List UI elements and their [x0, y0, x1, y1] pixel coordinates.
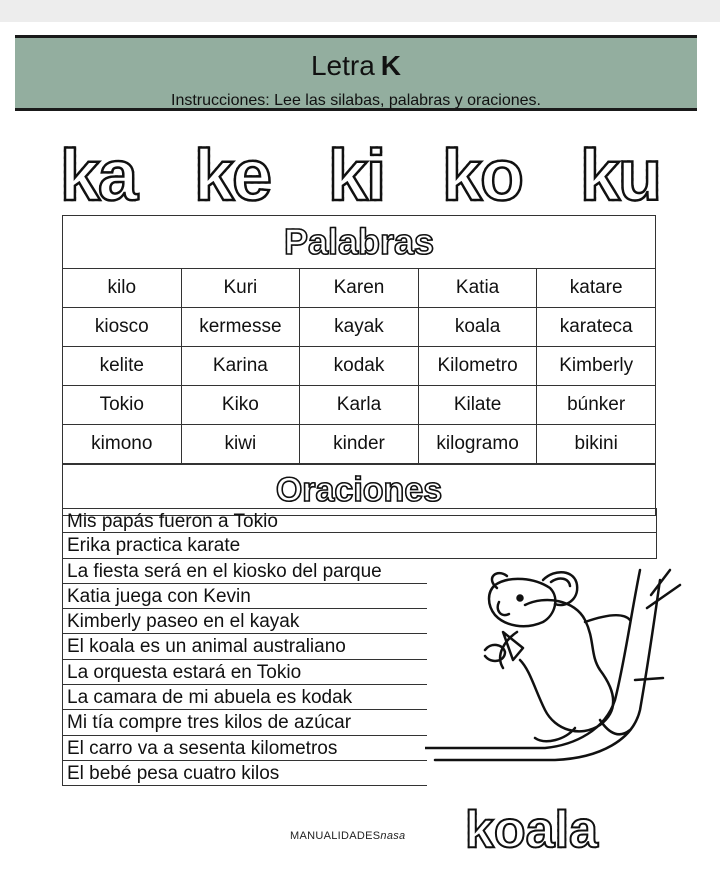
table-row [63, 386, 655, 425]
sentence-line: Mi tía compre tres kilos de azúcar [62, 710, 427, 735]
word-cell: kinder [300, 425, 419, 463]
syllable-row [60, 138, 660, 214]
word-cell: Kilate [419, 386, 538, 424]
word-cell: Kimberly [559, 355, 634, 376]
word-cell: Karen [300, 269, 419, 307]
word-cell: Tokio [63, 386, 182, 424]
sentence-line: El carro va a sesenta kilometros [62, 736, 427, 761]
table-row [63, 308, 655, 347]
header-banner [15, 35, 697, 111]
word-cell: kiwi [182, 425, 301, 463]
oraciones-heading: Oraciones [63, 464, 655, 515]
table-row [63, 347, 655, 386]
table-row [63, 269, 655, 308]
instructions: Instrucciones: Lee las silabas, palabras y oraciones. [171, 92, 541, 109]
sentence-line: Erika practica karate [62, 533, 657, 558]
brand-credit: MANUALIDADESnasa [290, 830, 406, 842]
word-cell: kilo [63, 269, 182, 307]
words-table [62, 215, 656, 516]
word-cell: Karina [182, 347, 301, 385]
page-title [15, 50, 697, 82]
koala-illustration [425, 560, 685, 790]
word-cell: Kiko [182, 386, 301, 424]
sentence-line: Kimberly paseo en el kayak [62, 609, 427, 634]
sentence-line: Mis papás fueron a Tokio [62, 508, 657, 533]
word-cell: kelite [63, 347, 182, 385]
word-cell: kayak [300, 308, 419, 346]
word-cell: búnker [567, 394, 626, 415]
word-cell: koala [419, 308, 538, 346]
syllable: ka [60, 136, 137, 216]
sentence-line: El bebé pesa cuatro kilos [62, 761, 427, 786]
word-cell: Kilometro [419, 347, 538, 385]
palabras-heading: Palabras [63, 216, 655, 269]
word-cell: karateca [559, 316, 633, 337]
word-cell: Karla [300, 386, 419, 424]
koala-label: koala [465, 801, 598, 859]
word-cell: kodak [300, 347, 419, 385]
word-cell: kimono [63, 425, 182, 463]
sentence-line: Katia juega con Kevin [62, 584, 427, 609]
word-cell: Katia [419, 269, 538, 307]
word-cell: katare [569, 277, 623, 298]
syllable: ki [328, 136, 385, 216]
word-cell: kiosco [63, 308, 182, 346]
syllable: ke [194, 136, 271, 216]
sentence-line: La camara de mi abuela es kodak [62, 685, 427, 710]
top-border [0, 0, 720, 22]
syllable: ko [442, 136, 523, 216]
title-letter: K [380, 50, 402, 81]
syllable: ku [579, 136, 660, 216]
sentence-line: La fiesta será en el kiosko del parque [62, 559, 427, 584]
sentence-line: El koala es un animal australiano [62, 634, 427, 659]
word-cell: kermesse [182, 308, 301, 346]
word-cell: Kuri [182, 269, 301, 307]
word-cell: kilogramo [419, 425, 538, 463]
sentence-line: La orquesta estará en Tokio [62, 660, 427, 685]
word-cell: bikini [574, 433, 618, 454]
table-row [63, 425, 655, 464]
title-prefix: Letra [310, 50, 375, 81]
